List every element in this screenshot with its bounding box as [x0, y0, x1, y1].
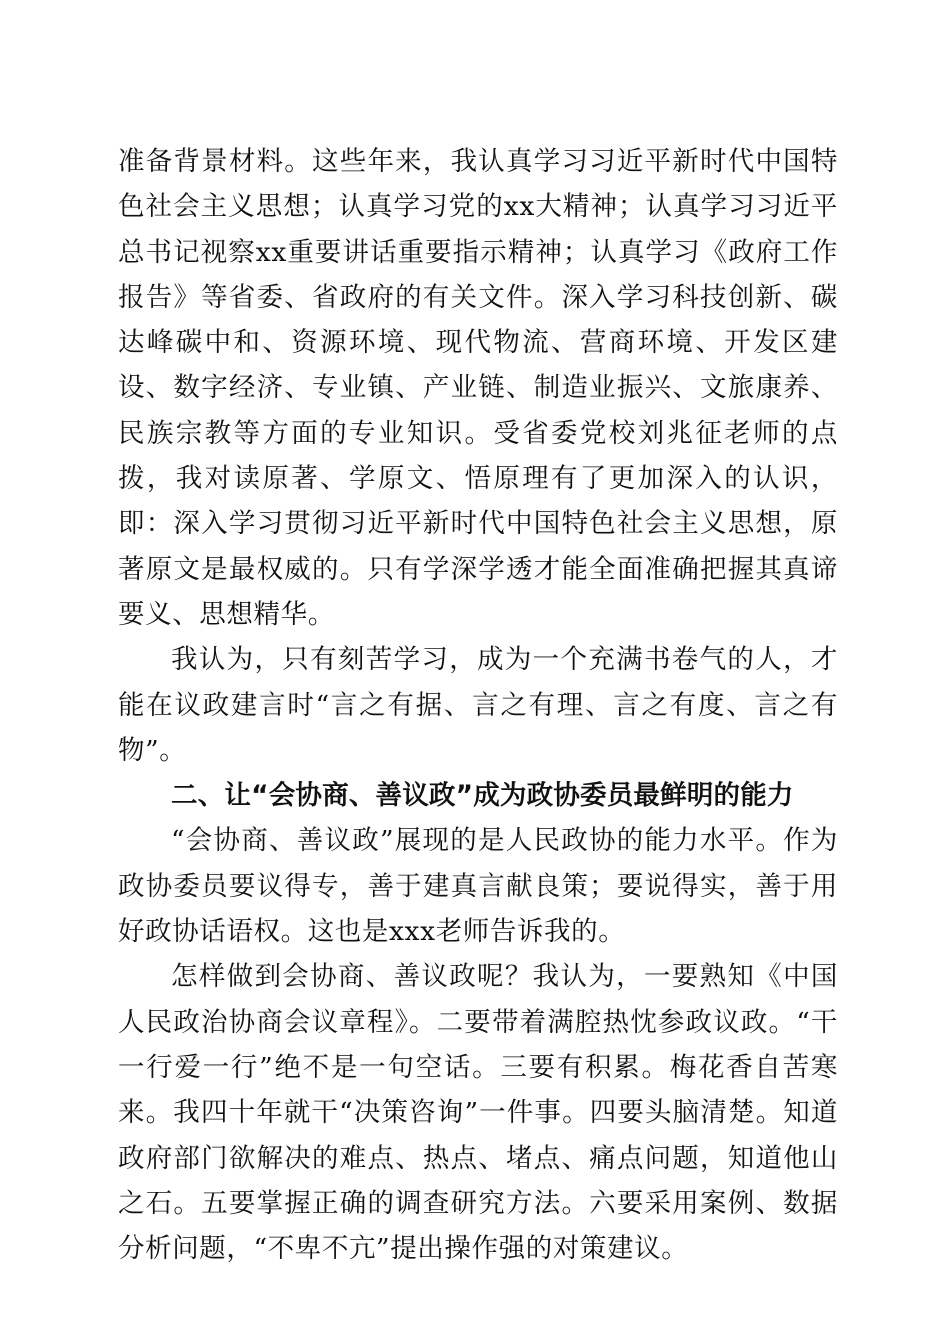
paragraph-1: 准备背景材料。这些年来，我认真学习习近平新时代中国特色社会主义思想；认真学习党的xx大精神；认真学习习近平总书记视察xx重要讲话重要指示精神；认真学习《政府工作报告》等省委、省政府的有关文件。深入学习科技创新、碳达峰碳中和、资源环境、现代物流、营商环境、开发区建设、数字经济、专业镇、产业链、制造业振兴、文旅康养、民族宗教等方面的专业知识。受省委党校刘兆征老师的点拨，我对读原著、学原文、悟原理有了更加深入的认识，即：深入学习贯彻习近平新时代中国特色社会主义思想，原著原文是最权威的。只有学深学透才能全面准确把握其真谛要义、思想精华。 [118, 146, 838, 630]
section-heading: 二、让“会协商、善议政”成为政协委员最鲜明的能力 [171, 780, 794, 812]
paragraph-3: “会协商、善议政”展现的是人民政协的能力水平。作为政协委员要议得专，善于建真言献良策；要说得实，善于用好政协话语权。这也是xxx老师告诉我的。 [118, 825, 838, 948]
document-body [118, 139, 838, 1271]
paragraph-2: 我认为，只有刻苦学习，成为一个充满书卷气的人，才能在议政建言时“言之有据、言之有理、言之有度、言之有物”。 [118, 644, 838, 766]
paragraph-4: 怎样做到会协商、善议政呢？我认为，一要熟知《中国人民政治协商会议章程》。二要带着满腔热忱参政议政。“干一行爱一行”绝不是一句空话。三要有积累。梅花香自苦寒来。我四十年就干“决策咨询”一件事。四要头脑清楚。知道政府部门欲解决的难点、热点、堵点、痛点问题，知道他山之石。五要掌握正确的调查研究方法。六要采用案例、数据分析问题，“不卑不亢”提出操作强的对策建议。 [118, 961, 838, 1265]
